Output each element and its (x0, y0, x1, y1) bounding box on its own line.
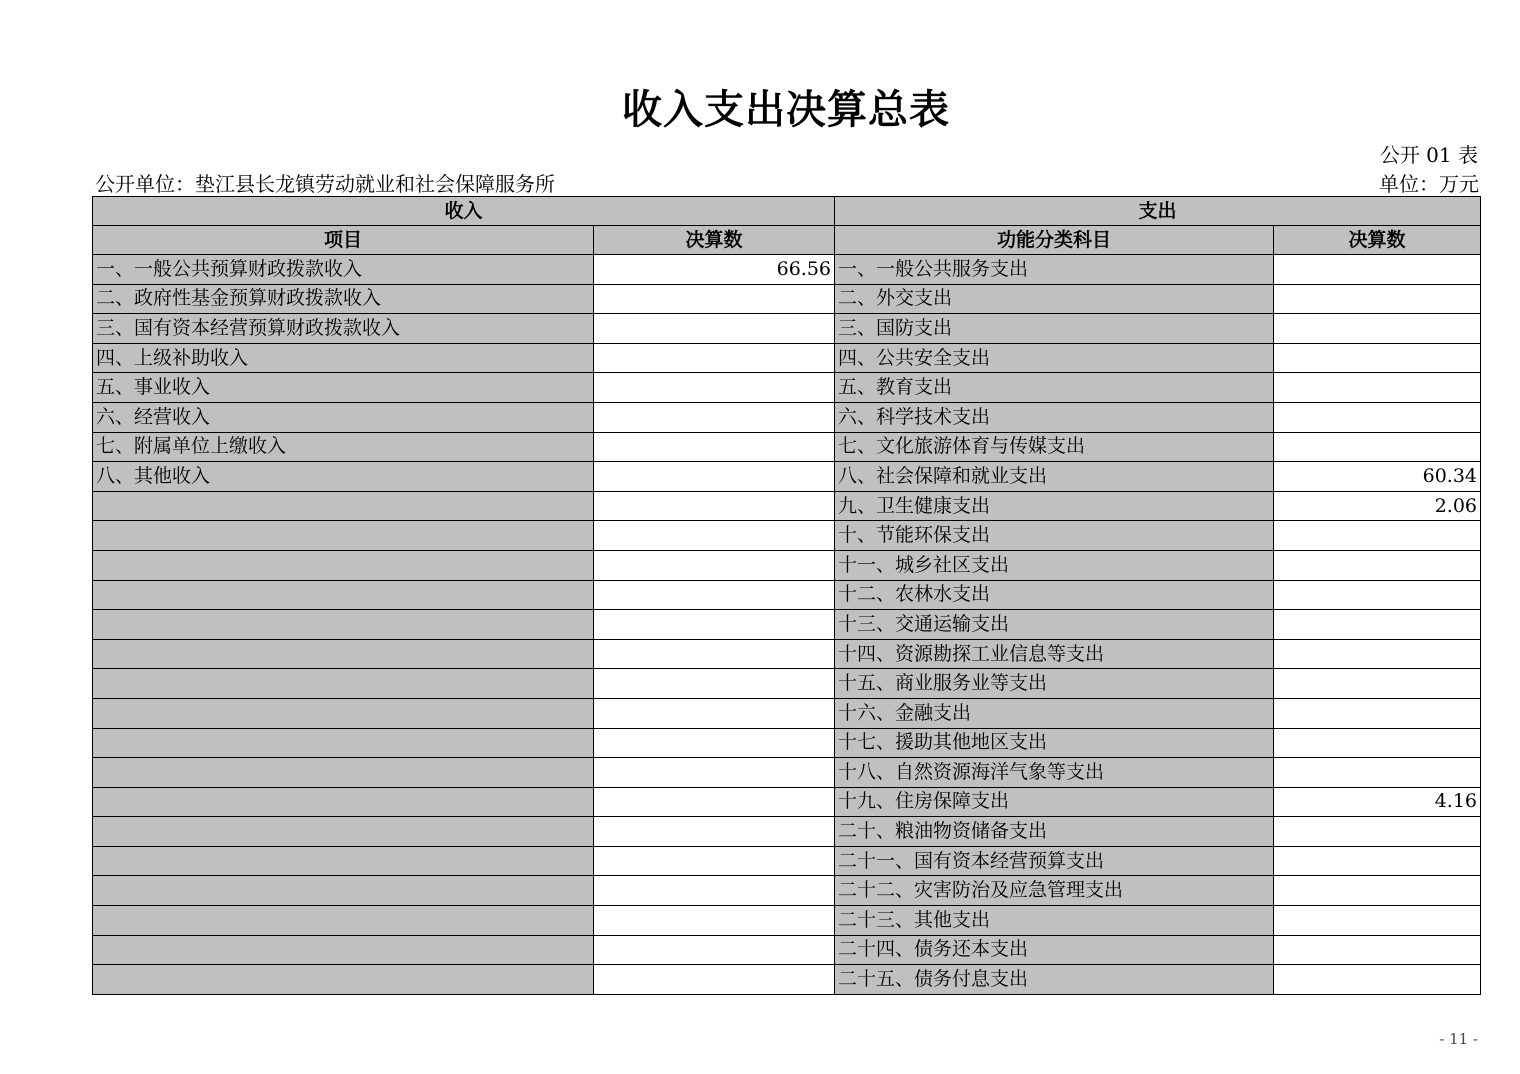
income-amount-cell (594, 935, 835, 965)
income-expense-table (92, 196, 1481, 995)
table-row (93, 550, 1481, 580)
currency-unit: 单位：万元 (1379, 172, 1479, 196)
expense-amount-cell (1274, 284, 1481, 314)
income-item-cell (93, 787, 594, 817)
expense-amount-cell (1274, 639, 1481, 669)
expense-item-cell: 二十一、国有资本经营预算支出 (835, 846, 1274, 876)
expense-amount-cell (1274, 669, 1481, 699)
expense-amount-cell (1274, 550, 1481, 580)
income-item-cell (93, 758, 594, 788)
table-header-row-group (93, 197, 1481, 226)
table-row (93, 639, 1481, 669)
income-amount-cell (594, 669, 835, 699)
expense-amount-cell (1274, 846, 1481, 876)
income-item-cell (93, 935, 594, 965)
income-amount-cell: 66.56 (594, 255, 835, 285)
table-row (93, 343, 1481, 373)
expense-item-cell: 二十四、债务还本支出 (835, 935, 1274, 965)
income-item-cell (93, 965, 594, 995)
income-amount-cell (594, 343, 835, 373)
expense-item-cell: 五、教育支出 (835, 373, 1274, 403)
expense-item-cell: 十二、农林水支出 (835, 580, 1274, 610)
income-amount-cell (594, 876, 835, 906)
table-row (93, 610, 1481, 640)
expense-amount-cell (1274, 876, 1481, 906)
expense-item-cell: 二、外交支出 (835, 284, 1274, 314)
expense-item-cell: 七、文化旅游体育与传媒支出 (835, 432, 1274, 462)
income-amount-column-header: 决算数 (594, 226, 835, 255)
income-amount-cell (594, 817, 835, 847)
unit-line (95, 168, 1479, 194)
expense-amount-cell (1274, 314, 1481, 344)
income-amount-cell (594, 965, 835, 995)
expense-amount-cell (1274, 402, 1481, 432)
income-item-cell (93, 669, 594, 699)
table-header-row-columns (93, 226, 1481, 255)
table-row (93, 787, 1481, 817)
table-row (93, 698, 1481, 728)
expense-amount-cell: 2.06 (1274, 491, 1481, 521)
income-amount-cell (594, 491, 835, 521)
table-row (93, 521, 1481, 551)
table-row (93, 491, 1481, 521)
table-row (93, 373, 1481, 403)
table-row (93, 314, 1481, 344)
income-amount-cell (594, 402, 835, 432)
table-row (93, 817, 1481, 847)
expense-item-cell: 二十三、其他支出 (835, 906, 1274, 936)
expense-amount-cell (1274, 728, 1481, 758)
table-row (93, 669, 1481, 699)
expense-item-cell: 一、一般公共服务支出 (835, 255, 1274, 285)
expense-amount-cell (1274, 432, 1481, 462)
income-amount-cell (594, 610, 835, 640)
expense-amount-cell (1274, 758, 1481, 788)
expense-item-cell: 十四、资源勘探工业信息等支出 (835, 639, 1274, 669)
income-item-cell (93, 906, 594, 936)
income-amount-cell (594, 373, 835, 403)
table-row (93, 255, 1481, 285)
page-number: - 11 - (1439, 1030, 1478, 1048)
expense-item-cell: 十三、交通运输支出 (835, 610, 1274, 640)
income-amount-cell (594, 639, 835, 669)
income-item-cell (93, 580, 594, 610)
income-item-cell (93, 491, 594, 521)
income-amount-cell (594, 728, 835, 758)
table-row (93, 728, 1481, 758)
reporting-unit: 公开单位：垫江县长龙镇劳动就业和社会保障服务所 (95, 172, 555, 196)
expense-amount-cell (1274, 610, 1481, 640)
income-amount-cell (594, 787, 835, 817)
expense-item-cell: 二十、粮油物资储备支出 (835, 817, 1274, 847)
page-title: 收入支出决算总表 (622, 87, 950, 133)
expense-item-cell: 十九、住房保障支出 (835, 787, 1274, 817)
expense-amount-cell (1274, 255, 1481, 285)
expense-item-cell: 四、公共安全支出 (835, 343, 1274, 373)
table-row (93, 846, 1481, 876)
expense-amount-cell (1274, 965, 1481, 995)
income-amount-cell (594, 550, 835, 580)
income-item-cell: 五、事业收入 (93, 373, 594, 403)
income-item-cell (93, 728, 594, 758)
income-item-cell: 八、其他收入 (93, 462, 594, 492)
expense-item-cell: 十八、自然资源海洋气象等支出 (835, 758, 1274, 788)
expense-amount-cell: 4.16 (1274, 787, 1481, 817)
table-row (93, 876, 1481, 906)
table-row (93, 906, 1481, 936)
income-item-cell (93, 639, 594, 669)
item-column-header: 项目 (93, 226, 594, 255)
expense-item-cell: 二十二、灾害防治及应急管理支出 (835, 876, 1274, 906)
expense-header: 支出 (835, 197, 1481, 226)
expense-amount-cell (1274, 521, 1481, 551)
income-item-cell (93, 698, 594, 728)
table-row (93, 462, 1481, 492)
income-amount-cell (594, 521, 835, 551)
income-amount-cell (594, 906, 835, 936)
table-row (93, 935, 1481, 965)
expense-item-cell: 十五、商业服务业等支出 (835, 669, 1274, 699)
income-amount-cell (594, 432, 835, 462)
form-number: 公开 01 表 (1379, 143, 1478, 167)
expense-amount-cell (1274, 935, 1481, 965)
table-row (93, 432, 1481, 462)
income-item-cell: 二、政府性基金预算财政拨款收入 (93, 284, 594, 314)
income-item-cell: 一、一般公共预算财政拨款收入 (93, 255, 594, 285)
expense-amount-column-header: 决算数 (1274, 226, 1481, 255)
income-item-cell (93, 521, 594, 551)
income-amount-cell (594, 314, 835, 344)
income-amount-cell (594, 698, 835, 728)
income-item-cell (93, 550, 594, 580)
expense-item-cell: 九、卫生健康支出 (835, 491, 1274, 521)
income-item-cell: 四、上级补助收入 (93, 343, 594, 373)
income-item-cell (93, 817, 594, 847)
function-class-column-header: 功能分类科目 (835, 226, 1274, 255)
table-body (93, 255, 1481, 995)
income-item-cell: 六、经营收入 (93, 402, 594, 432)
expense-item-cell: 十一、城乡社区支出 (835, 550, 1274, 580)
expense-item-cell: 三、国防支出 (835, 314, 1274, 344)
income-item-cell (93, 846, 594, 876)
expense-amount-cell: 60.34 (1274, 462, 1481, 492)
expense-amount-cell (1274, 343, 1481, 373)
table-row (93, 965, 1481, 995)
income-amount-cell (594, 846, 835, 876)
income-header: 收入 (93, 197, 835, 226)
income-item-cell: 三、国有资本经营预算财政拨款收入 (93, 314, 594, 344)
income-amount-cell (594, 758, 835, 788)
expense-amount-cell (1274, 698, 1481, 728)
income-item-cell (93, 876, 594, 906)
income-item-cell: 七、附属单位上缴收入 (93, 432, 594, 462)
table-row (93, 758, 1481, 788)
income-amount-cell (594, 284, 835, 314)
expense-amount-cell (1274, 906, 1481, 936)
table-row (93, 402, 1481, 432)
income-amount-cell (594, 580, 835, 610)
expense-item-cell: 十六、金融支出 (835, 698, 1274, 728)
expense-item-cell: 六、科学技术支出 (835, 402, 1274, 432)
expense-item-cell: 十七、援助其他地区支出 (835, 728, 1274, 758)
expense-amount-cell (1274, 817, 1481, 847)
expense-amount-cell (1274, 373, 1481, 403)
expense-item-cell: 八、社会保障和就业支出 (835, 462, 1274, 492)
table-row (93, 284, 1481, 314)
expense-amount-cell (1274, 580, 1481, 610)
expense-item-cell: 十、节能环保支出 (835, 521, 1274, 551)
income-amount-cell (594, 462, 835, 492)
expense-item-cell: 二十五、债务付息支出 (835, 965, 1274, 995)
income-item-cell (93, 610, 594, 640)
table-row (93, 580, 1481, 610)
